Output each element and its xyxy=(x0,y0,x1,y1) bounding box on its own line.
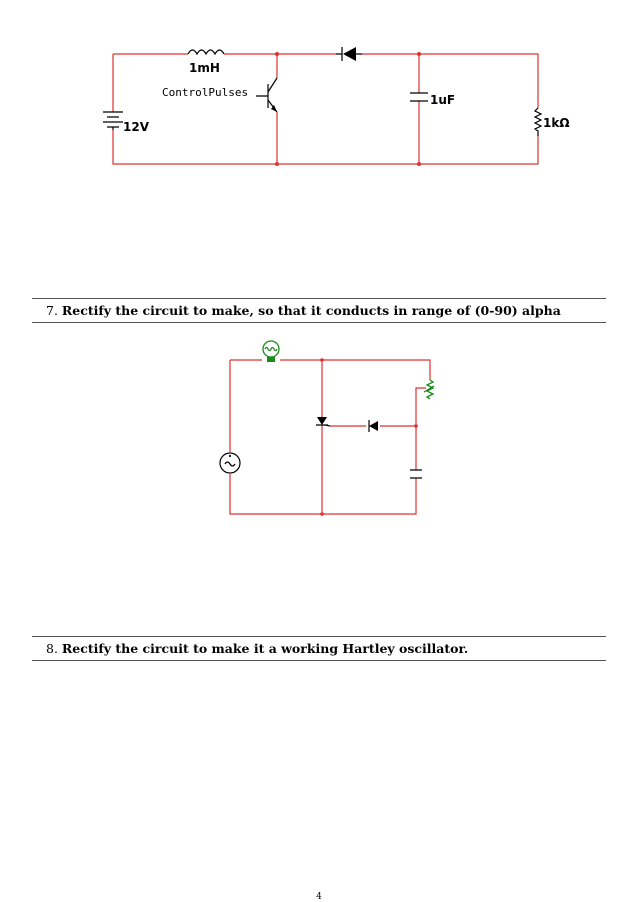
capacitor2-symbol xyxy=(410,470,422,478)
page-number: 4 xyxy=(316,892,322,902)
question-8 xyxy=(46,641,468,656)
thyristor-symbol xyxy=(316,417,330,426)
question-8-number: 8. xyxy=(46,641,58,656)
transistor-label: ControlPulses xyxy=(162,86,249,99)
potentiometer-symbol xyxy=(424,380,434,399)
resistor-label: 1kΩ xyxy=(543,116,570,130)
question-7-text: Rectify the circuit to make, so that it conducts in range of (0-90) alpha xyxy=(61,303,561,318)
inductor-label: 1mH xyxy=(189,61,220,75)
ac-source-symbol xyxy=(220,453,240,473)
question-7-number: 7. xyxy=(46,303,58,318)
question-8-bottom-rule xyxy=(32,660,606,661)
circuit2-wires xyxy=(230,360,430,514)
diode2-symbol xyxy=(369,420,378,432)
circuit2-junctions xyxy=(320,358,418,516)
battery-label: 12V xyxy=(123,120,149,134)
lamp-icon xyxy=(263,341,279,362)
question-8-top-rule xyxy=(32,636,606,637)
question-8-text: Rectify the circuit to make it a working Hartley oscillator. xyxy=(61,641,469,656)
capacitor-label: 1uF xyxy=(430,93,456,107)
